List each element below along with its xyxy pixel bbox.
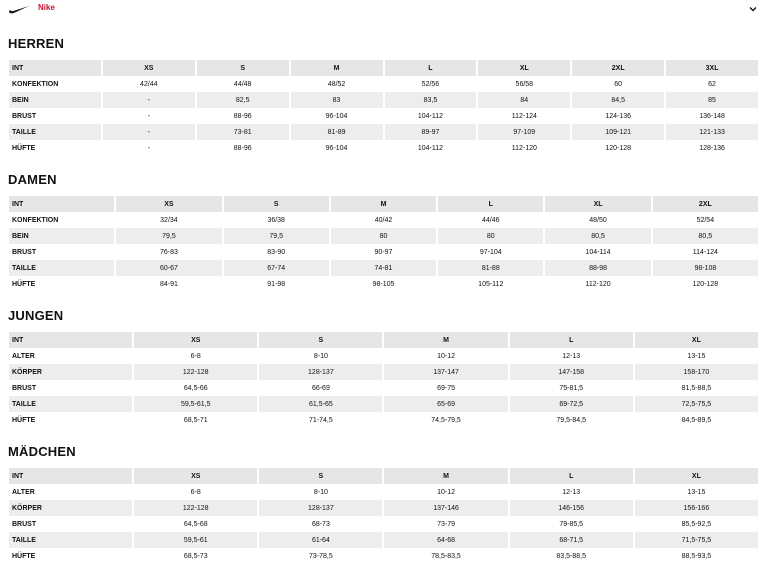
- table-cell: 80: [331, 228, 436, 244]
- table-row: [9, 396, 758, 412]
- table-cell: 80: [438, 228, 543, 244]
- table-cell: 80,5: [545, 228, 650, 244]
- table-cell: 68,5-73: [183, 552, 208, 560]
- table-cell: 83-90: [267, 248, 286, 256]
- table-cell: 79,5-84,5: [556, 416, 586, 424]
- table-cell: 112-124: [511, 112, 537, 120]
- row-label: BRUST: [12, 520, 37, 528]
- table-cell: -: [103, 92, 195, 108]
- table-row: [9, 532, 758, 548]
- table-cell: 80,5: [653, 228, 758, 244]
- column-header-size: 2XL: [572, 59, 664, 76]
- table-cell: 59,5-61: [134, 532, 257, 548]
- table-cell: 12-13: [562, 352, 581, 360]
- table-cell: 64,5-66: [183, 384, 208, 392]
- table-row: [9, 140, 758, 156]
- table-cell: 104-114: [585, 248, 611, 256]
- table-row: [9, 108, 758, 124]
- column-header-size: L: [510, 331, 633, 348]
- table-header-row: [9, 195, 758, 212]
- table-row: [9, 212, 758, 228]
- table-cell: 85,5-92,5: [681, 520, 712, 528]
- section-title-herren: HERREN: [8, 36, 65, 51]
- column-header-int: INT: [9, 467, 132, 484]
- table-cell: 40/42: [374, 216, 393, 224]
- table-cell: 64,5-68: [183, 520, 208, 528]
- column-header-size: S: [197, 59, 289, 76]
- row-label: ALTER: [12, 488, 35, 496]
- column-header-size: XS: [116, 195, 221, 212]
- table-cell: 120-128: [605, 144, 632, 152]
- table-cell: 71-74,5: [309, 416, 333, 424]
- column-header-size: XS: [134, 467, 257, 484]
- table-cell: 44/46: [482, 216, 500, 224]
- table-cell: 69-72,5: [510, 396, 633, 412]
- column-header-size: L: [510, 467, 633, 484]
- size-table-maedchen: [7, 467, 760, 564]
- column-header-size: XS: [134, 331, 257, 348]
- table-cell: -: [147, 112, 150, 120]
- table-row: [9, 500, 758, 516]
- table-cell: 85: [666, 92, 758, 108]
- table-cell: 98-108: [653, 260, 758, 276]
- column-header-size: S: [259, 331, 382, 348]
- section-title-damen: DAMEN: [8, 172, 57, 187]
- table-cell: 137-147: [384, 364, 507, 380]
- table-cell: 72,5-75,5: [635, 396, 758, 412]
- table-cell: 97-104: [479, 248, 502, 256]
- table-cell: 48/52: [327, 80, 346, 88]
- row-label: KONFEKTION: [12, 80, 59, 88]
- table-cell: 84: [478, 92, 570, 108]
- table-cell: 90-97: [374, 248, 393, 256]
- table-cell: 36/38: [267, 216, 285, 224]
- table-cell: 13-15: [687, 488, 706, 496]
- row-label: ALTER: [12, 352, 35, 360]
- table-cell: 83: [291, 92, 383, 108]
- table-cell: 8-10: [313, 488, 328, 496]
- table-cell: 76-83: [159, 248, 178, 256]
- column-header-int: INT: [9, 195, 114, 212]
- top-bar: [0, 0, 778, 20]
- table-cell: 124-136: [605, 112, 632, 120]
- table-cell: 81-89: [291, 124, 383, 140]
- row-label: BRUST: [12, 384, 37, 392]
- size-table-damen: [7, 195, 760, 292]
- table-cell: 56/58: [515, 80, 534, 88]
- row-label: TAILLE: [9, 124, 101, 140]
- table-cell: 81-88: [438, 260, 543, 276]
- table-cell: 68-73: [311, 520, 330, 528]
- table-cell: 71,5-75,5: [635, 532, 758, 548]
- table-cell: 128-137: [259, 364, 382, 380]
- table-cell: 112-120: [511, 144, 537, 152]
- table-cell: 78,5-83,5: [431, 552, 461, 560]
- table-cell: 96-104: [325, 112, 348, 120]
- row-label: HÜFTE: [12, 552, 36, 560]
- table-row: [9, 76, 758, 92]
- table-cell: 120-128: [692, 280, 719, 288]
- table-cell: 68-71,5: [510, 532, 633, 548]
- table-row: [9, 124, 758, 140]
- table-cell: 60-67: [116, 260, 221, 276]
- table-cell: 121-133: [666, 124, 758, 140]
- table-cell: 105-112: [478, 280, 504, 288]
- table-cell: 146-156: [510, 500, 633, 516]
- table-cell: 88-96: [233, 112, 252, 120]
- row-label: BRUST: [12, 112, 37, 120]
- table-cell: 156-166: [635, 500, 758, 516]
- row-label: BEIN: [9, 92, 101, 108]
- table-cell: 66-69: [311, 384, 330, 392]
- table-cell: 89-97: [385, 124, 477, 140]
- row-label: HÜFTE: [12, 144, 36, 152]
- table-header-row: [9, 467, 758, 484]
- table-cell: 104-112: [417, 112, 444, 120]
- table-cell: 83,5: [385, 92, 477, 108]
- table-cell: 122-128: [134, 364, 257, 380]
- table-cell: 88-98: [545, 260, 650, 276]
- column-header-size: L: [438, 195, 543, 212]
- table-header-row: [9, 331, 758, 348]
- row-label: KÖRPER: [9, 364, 132, 380]
- table-cell: 65-69: [384, 396, 507, 412]
- table-row: [9, 516, 758, 532]
- table-row: [9, 348, 758, 364]
- table-row: [9, 484, 758, 500]
- table-cell: 44/48: [233, 80, 252, 88]
- row-label: BEIN: [9, 228, 114, 244]
- table-cell: 73-79: [437, 520, 455, 528]
- table-cell: 74,5-79,5: [431, 416, 461, 424]
- table-cell: 109-121: [572, 124, 664, 140]
- table-cell: -: [103, 124, 195, 140]
- table-row: [9, 244, 758, 260]
- table-cell: 79-85,5: [559, 520, 584, 528]
- size-table-herren: [7, 59, 760, 156]
- table-cell: 83,5-88,5: [556, 552, 586, 560]
- table-cell: 10-12: [437, 488, 455, 496]
- table-cell: 96-104: [325, 144, 348, 152]
- table-row: [9, 260, 758, 276]
- table-cell: 104-112: [417, 144, 444, 152]
- column-header-int: INT: [9, 59, 101, 76]
- table-cell: 97-109: [478, 124, 570, 140]
- table-cell: 158-170: [635, 364, 758, 380]
- table-cell: 52/56: [421, 80, 440, 88]
- column-header-size: M: [331, 195, 436, 212]
- column-header-size: M: [384, 331, 507, 348]
- table-row: [9, 92, 758, 108]
- table-cell: 13-15: [687, 352, 706, 360]
- table-cell: 112-120: [585, 280, 611, 288]
- table-row: [9, 228, 758, 244]
- column-header-size: XS: [103, 59, 195, 76]
- row-label: TAILLE: [9, 532, 132, 548]
- table-cell: 42/44: [140, 80, 158, 88]
- size-table-jungen: [7, 331, 760, 428]
- table-cell: 122-128: [134, 500, 257, 516]
- table-row: [9, 364, 758, 380]
- column-header-size: S: [224, 195, 329, 212]
- table-cell: 137-146: [384, 500, 507, 516]
- row-label: KONFEKTION: [12, 216, 59, 224]
- column-header-size: M: [291, 59, 383, 76]
- table-cell: 6-8: [190, 488, 201, 496]
- table-cell: 52/54: [696, 216, 715, 224]
- table-cell: 73-81: [197, 124, 289, 140]
- table-cell: 128-136: [699, 144, 725, 152]
- table-cell: 128-137: [259, 500, 382, 516]
- column-header-size: XL: [478, 59, 570, 76]
- column-header-size: L: [385, 59, 477, 76]
- column-header-size: XL: [635, 331, 758, 348]
- column-header-size: 2XL: [653, 195, 758, 212]
- chevron-down-icon[interactable]: [748, 4, 758, 14]
- table-cell: 84,5: [572, 92, 664, 108]
- table-header-row: [9, 59, 758, 76]
- table-cell: 84,5-89,5: [681, 416, 712, 424]
- table-cell: 60: [614, 80, 623, 88]
- table-cell: 8-10: [313, 352, 328, 360]
- table-cell: 82,5: [197, 92, 289, 108]
- table-cell: 32/34: [160, 216, 178, 224]
- row-label: HÜFTE: [12, 416, 36, 424]
- table-cell: 79,5: [224, 228, 329, 244]
- table-cell: 6-8: [190, 352, 201, 360]
- table-cell: 61-64: [259, 532, 382, 548]
- table-cell: 68,5-71: [183, 416, 208, 424]
- table-cell: 74-81: [331, 260, 436, 276]
- table-cell: 91-98: [267, 280, 286, 288]
- table-cell: -: [147, 144, 150, 152]
- column-header-size: 3XL: [666, 59, 758, 76]
- table-cell: 88-96: [233, 144, 252, 152]
- column-header-int: INT: [9, 331, 132, 348]
- table-cell: 136-148: [699, 112, 725, 120]
- table-cell: 67-74: [224, 260, 329, 276]
- brand-name: Nike: [38, 3, 55, 12]
- row-label: HÜFTE: [12, 280, 36, 288]
- section-title-jungen: JUNGEN: [8, 308, 64, 323]
- table-cell: 75-81,5: [559, 384, 584, 392]
- table-cell: 81,5-88,5: [681, 384, 712, 392]
- table-cell: 84-91: [159, 280, 178, 288]
- table-cell: 147-158: [510, 364, 633, 380]
- column-header-size: S: [259, 467, 382, 484]
- table-cell: 10-12: [437, 352, 455, 360]
- table-cell: 62: [708, 80, 716, 88]
- table-cell: 79,5: [116, 228, 221, 244]
- table-cell: 69-75: [437, 384, 455, 392]
- table-cell: 98-105: [372, 280, 395, 288]
- nike-swoosh-icon: [8, 4, 30, 14]
- section-title-maedchen: MÄDCHEN: [8, 444, 76, 459]
- table-row: [9, 548, 758, 564]
- row-label: TAILLE: [9, 396, 132, 412]
- row-label: KÖRPER: [9, 500, 132, 516]
- table-cell: 88,5-93,5: [681, 552, 712, 560]
- table-row: [9, 412, 758, 428]
- column-header-size: XL: [545, 195, 650, 212]
- table-cell: 61,5-65: [259, 396, 382, 412]
- column-header-size: M: [384, 467, 507, 484]
- row-label: TAILLE: [9, 260, 114, 276]
- table-cell: 48/50: [589, 216, 607, 224]
- table-cell: 59,5-61,5: [134, 396, 257, 412]
- table-cell: 114-124: [692, 248, 718, 256]
- row-label: BRUST: [12, 248, 37, 256]
- table-cell: 64-68: [384, 532, 507, 548]
- table-cell: 73-78,5: [309, 552, 333, 560]
- table-row: [9, 380, 758, 396]
- table-cell: 12-13: [562, 488, 581, 496]
- column-header-size: XL: [635, 467, 758, 484]
- table-row: [9, 276, 758, 292]
